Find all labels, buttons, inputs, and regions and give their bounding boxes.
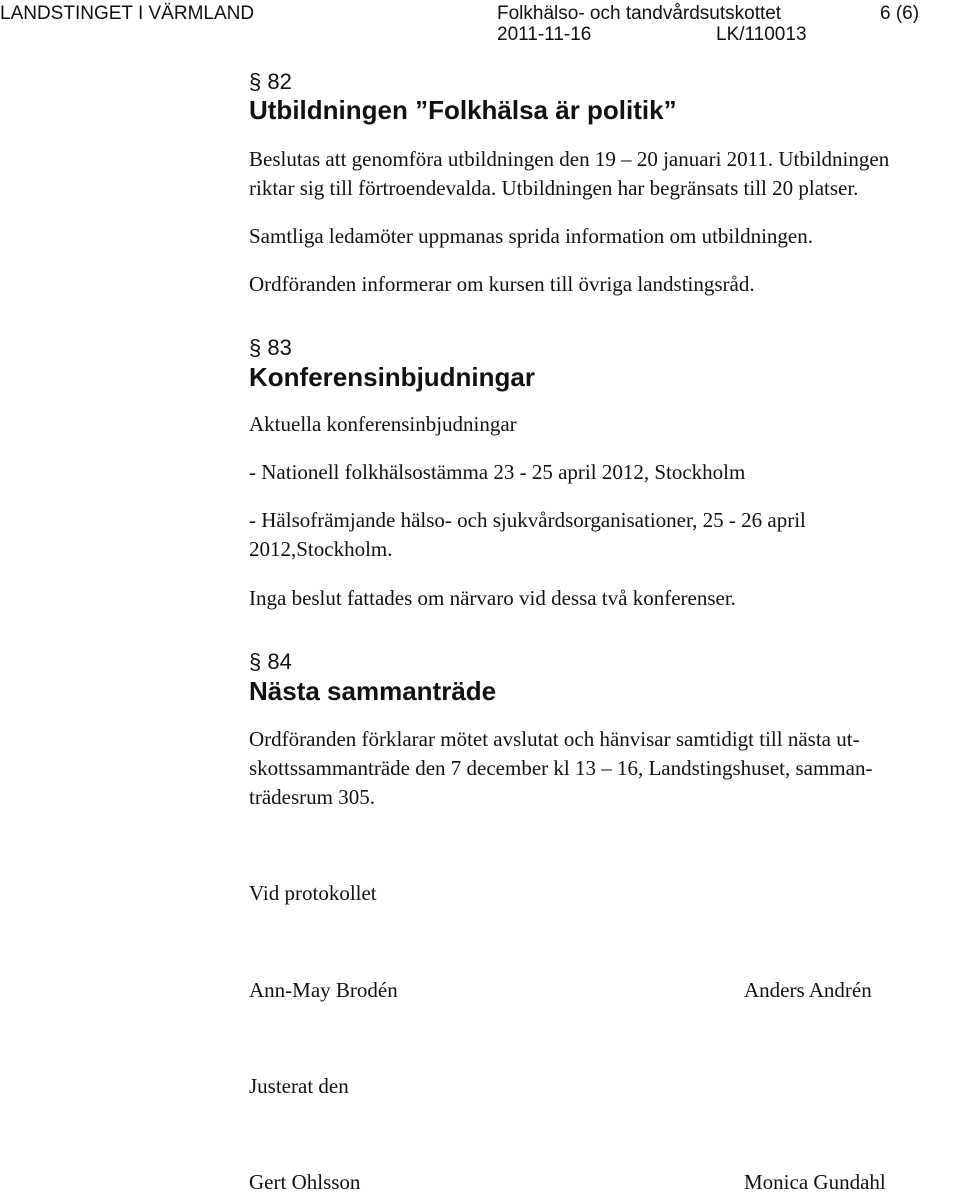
section-83-line-1: Aktuella konferensinbjudningar (249, 412, 517, 436)
header-page-number: 6 (6) (880, 3, 920, 24)
header-org: LANDSTINGET I VÄRMLAND (0, 3, 255, 24)
section-84-line-2: skottssammanträde den 7 december kl 13 – 16, Landstingshuset, samman- (249, 756, 873, 780)
section-82-title: Utbildningen ”Folkhälsa är politik” (249, 95, 677, 125)
section-83-title: Konferensinbjudningar (249, 362, 535, 392)
section-83-line-4: 2012,Stockholm. (249, 537, 393, 561)
section-82-line-2: riktar sig till förtroendevalda. Utbildningen har begränsats till 20 platser. (249, 176, 859, 200)
section-84-line-3: trädesrum 305. (249, 785, 375, 809)
header-reference: LK/110013 (716, 24, 807, 45)
section-83-number: § 83 (249, 335, 292, 360)
section-84-number: § 84 (249, 649, 292, 674)
section-84-title: Nästa sammanträde (249, 676, 497, 706)
adjuster-1-name: Gert Ohlsson (249, 1170, 361, 1194)
secretary-name: Ann-May Brodén (249, 978, 398, 1002)
section-82-line-3: Samtliga ledamöter uppmanas sprida information om utbildningen. (249, 224, 813, 248)
header-date: 2011-11-16 (497, 24, 592, 45)
section-84-line-1: Ordföranden förklarar mötet avslutat och hänvisar samtidigt till nästa ut- (249, 727, 860, 751)
section-82-line-4: Ordföranden informerar om kursen till övriga landstingsråd. (249, 272, 755, 296)
section-83-line-3: - Hälsofrämjande hälso- och sjukvårdsorganisationer, 25 - 26 april (249, 508, 806, 532)
section-83-line-2: - Nationell folkhälsostämma 23 - 25 april 2012, Stockholm (249, 460, 746, 484)
adjusted-label: Justerat den (249, 1074, 349, 1098)
adjuster-2-name: Monica Gundahl (744, 1170, 886, 1194)
section-82-line-1: Beslutas att genomföra utbildningen den 19 – 20 januari 2011. Utbildningen (249, 147, 890, 171)
section-83-line-5: Inga beslut fattades om närvaro vid dessa två konferenser. (249, 586, 736, 610)
section-82-number: § 82 (249, 69, 292, 94)
chair-name: Anders Andrén (744, 978, 872, 1002)
header-committee: Folkhälso- och tandvårdsutskottet (497, 3, 782, 24)
protocol-label: Vid protokollet (249, 881, 377, 905)
